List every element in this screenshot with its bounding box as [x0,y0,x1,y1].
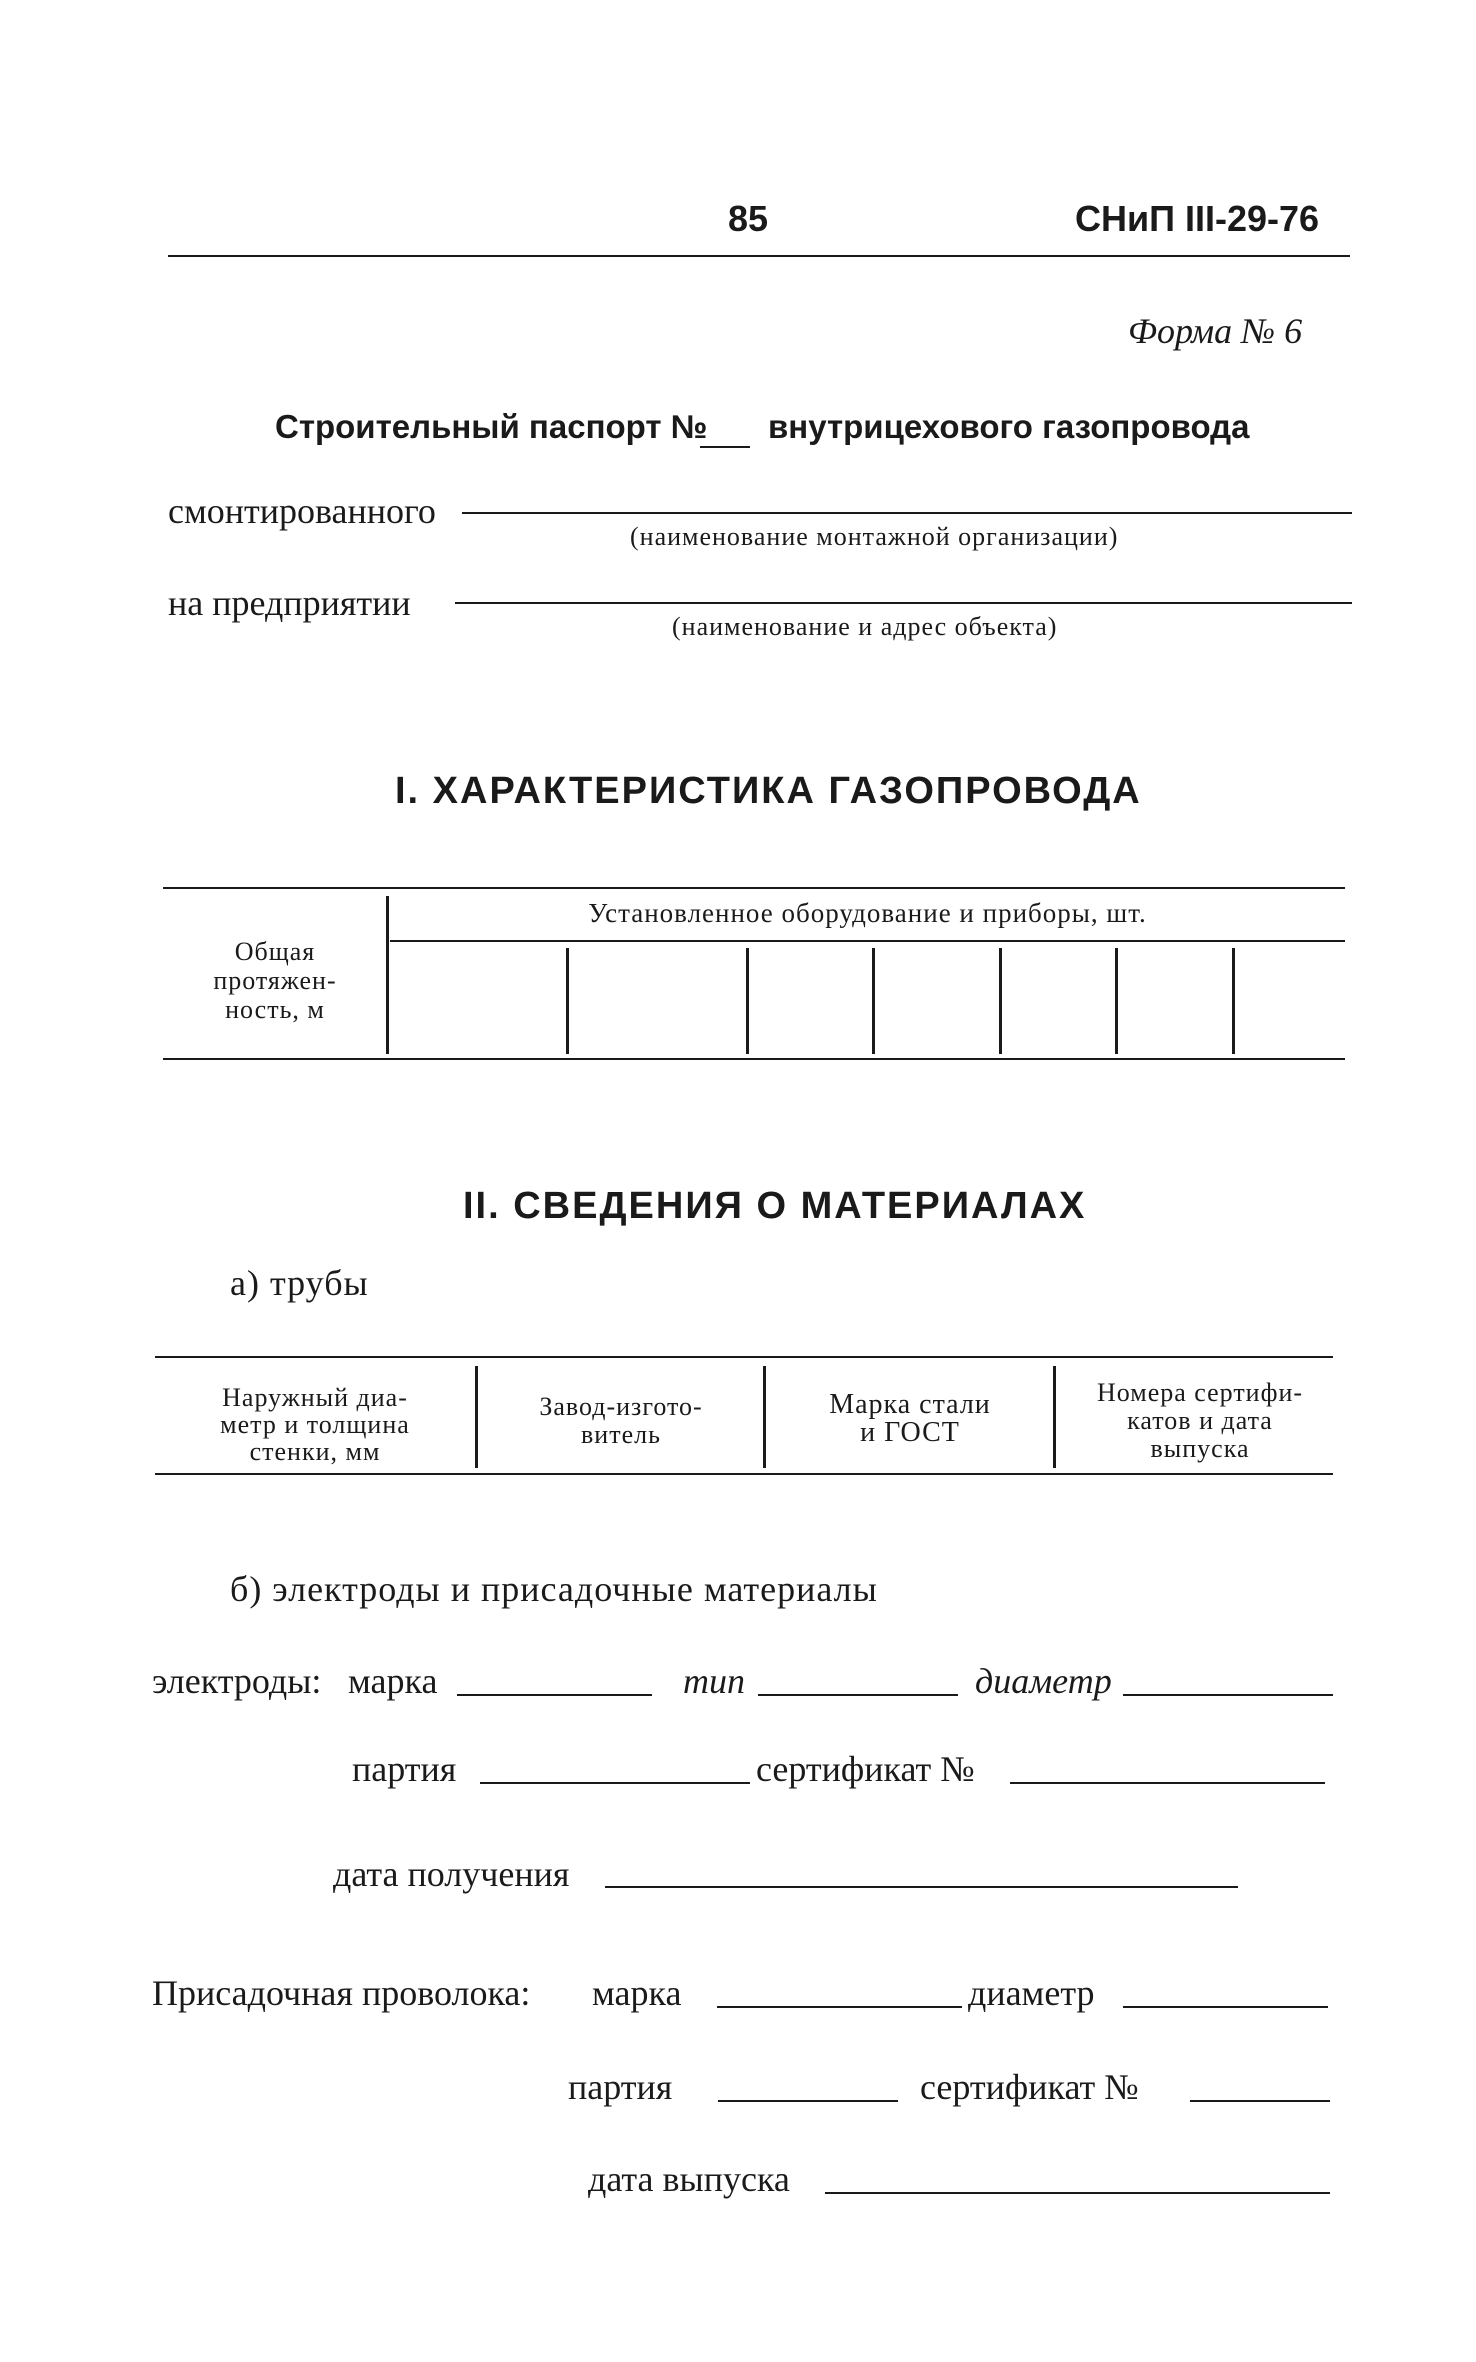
table-divider [475,1366,478,1468]
electrode-diameter-label: диаметр [975,1661,1112,1701]
table-header-rule [390,940,1345,942]
electrode-batch-field[interactable] [480,1782,750,1784]
form-label: Форма № 6 [1128,311,1303,351]
table-divider [763,1366,766,1468]
header-rule [168,255,1350,257]
standard-code: СНиП III-29-76 [1075,198,1320,239]
table-divider [566,948,569,1054]
certificate-header: выпуска [1150,1434,1250,1463]
enterprise-caption: (наименование и адрес объекта) [672,612,1058,641]
filler-wire-certificate-label: сертификат № [920,2067,1139,2107]
filler-wire-brand-label: марка [592,1973,682,2013]
certificate-header: катов и дата [1127,1406,1273,1435]
total-length-header-line: ность, м [225,995,325,1024]
passport-title-prefix: Строительный паспорт № [275,408,708,445]
enterprise-field[interactable] [455,602,1352,604]
outer-diameter-header: метр и толщина [220,1410,410,1439]
table-divider [746,948,749,1054]
total-length-header-line: Общая [234,937,316,966]
equipment-group-header: Установленное оборудование и приборы, шт. [588,898,1147,928]
manufacturer-header: Завод-изгото- [539,1392,703,1421]
electrode-received-date-label: дата получения [333,1854,570,1894]
filler-wire-batch-field[interactable] [718,2100,898,2102]
steel-grade-header: и ГОСТ [860,1417,960,1448]
table-divider [999,948,1002,1054]
manufacturer-header: витель [581,1420,661,1449]
electrode-received-date-field[interactable] [605,1886,1238,1888]
total-length-header-line: протяжен- [213,966,337,995]
filler-wire-issue-date-field[interactable] [825,2192,1330,2194]
electrode-brand-label: марка [348,1661,438,1701]
certificate-header: Номера сертифи- [1096,1378,1304,1407]
electrode-batch-label: партия [352,1749,457,1789]
electrode-certificate-label: сертификат № [756,1749,975,1789]
outer-diameter-header: Наружный диа- [222,1383,408,1412]
filler-wire-issue-date-label: дата выпуска [588,2159,790,2199]
table-bottom-rule [163,1058,1345,1060]
passport-title-suffix: внутрицехового газопровода [768,408,1250,445]
mounting-organization-field[interactable] [462,512,1352,514]
filler-wire-diameter-label: диаметр [968,1973,1095,2013]
electrode-type-field[interactable] [758,1694,958,1696]
section-2-heading: II. СВЕДЕНИЯ О МАТЕРИАЛАХ [463,1185,1087,1227]
filler-wire-batch-label: партия [568,2067,673,2107]
table-top-rule [155,1356,1333,1358]
electrode-certificate-field[interactable] [1010,1782,1325,1784]
electrodes-label: электроды: [152,1661,322,1701]
table-divider [1232,948,1235,1054]
electrode-diameter-field[interactable] [1123,1694,1333,1696]
filler-wire-diameter-field[interactable] [1123,2006,1328,2008]
table-bottom-rule [155,1473,1333,1475]
filler-wire-certificate-field[interactable] [1190,2100,1330,2102]
enterprise-label: на предприятии [168,583,411,623]
table-divider [1115,948,1118,1054]
mounting-organization-caption: (наименование монтажной организации) [630,522,1119,551]
passport-number-field[interactable] [700,446,750,448]
filler-wire-brand-field[interactable] [717,2006,962,2008]
table-divider [1053,1366,1056,1468]
page-number: 85 [728,198,769,239]
table-top-rule [163,887,1345,889]
electrode-type-label: тип [683,1661,745,1701]
pipes-subheading: а) трубы [230,1263,369,1303]
electrodes-subheading: б) электроды и присадочные материалы [230,1569,878,1609]
table-divider [872,948,875,1054]
mounted-by-label: смонтированного [168,491,436,531]
electrode-brand-field[interactable] [457,1694,652,1696]
table-divider [386,896,389,1054]
outer-diameter-header: стенки, мм [249,1437,381,1466]
section-1-heading: I. ХАРАКТЕРИСТИКА ГАЗОПРОВОДА [395,770,1142,812]
filler-wire-label: Присадочная проволока: [152,1973,531,2013]
steel-grade-header: Марка стали [829,1389,991,1420]
